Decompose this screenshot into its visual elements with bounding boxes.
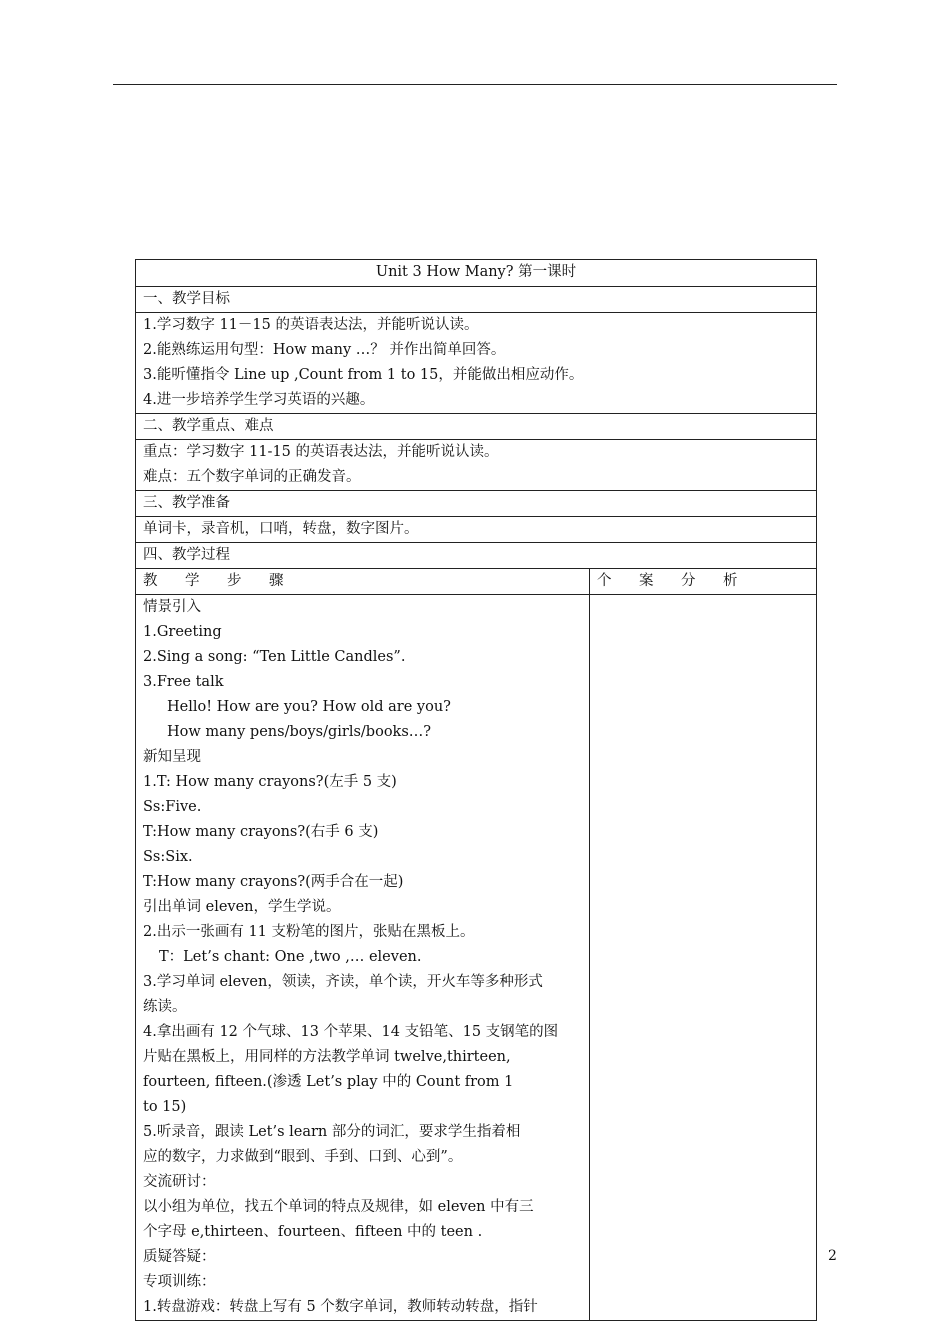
process-line: 交流研讨： (143, 1174, 216, 1190)
analysis-header-char: 个 (597, 573, 612, 589)
process-line: T:How many crayons?(右手 6 支) (143, 824, 379, 840)
process-line: 1.Greeting (143, 624, 222, 640)
analysis-header-char: 分 (681, 573, 696, 589)
lesson-title: Unit 3 How Many? 第一课时 (136, 260, 817, 287)
steps-header-char: 骤 (269, 573, 284, 589)
process-line: 情景引入 (143, 599, 201, 615)
analysis-header-char: 案 (639, 573, 654, 589)
process-line: 个字母 e,thirteen、fourteen、fifteen 中的 teen . (143, 1224, 483, 1240)
analysis-header-char: 析 (723, 573, 738, 589)
steps-header-char: 教 (143, 573, 158, 589)
process-line: Ss:Six. (143, 849, 193, 865)
goal-item: 3.能听懂指令 Line up ,Count from 1 to 15，并能做出相应动作。 (143, 367, 584, 383)
goals-cell (136, 313, 817, 414)
goal-item: 2.能熟练运用句型：How many …？ 并作出简单回答。 (143, 342, 506, 358)
process-line: 3.Free talk (143, 674, 224, 690)
steps-column-header (136, 569, 590, 595)
process-line: 1.T: How many crayons?(左手 5 支) (143, 774, 397, 790)
steps-header-char: 步 (227, 573, 242, 589)
process-line: 以小组为单位，找五个单词的特点及规律，如 eleven 中有三 (143, 1199, 534, 1215)
key-points-heading: 二、教学重点、难点 (136, 414, 817, 440)
process-line: 片贴在黑板上，用同样的方法教学单词 twelve,thirteen, (143, 1049, 511, 1065)
process-line: 5.听录音，跟读 Let’s learn 部分的词汇，要求学生指着相 (143, 1124, 521, 1140)
process-line: T：Let’s chant: One ,two ,… eleven. (159, 949, 422, 965)
goals-heading: 一、教学目标 (136, 287, 817, 313)
process-line: 新知呈现 (143, 749, 201, 765)
process-line: 2.Sing a song: “Ten Little Candles”. (143, 649, 406, 665)
process-line: T:How many crayons?(两手合在一起) (143, 874, 404, 890)
process-line: Hello! How are you? How old are you? (167, 699, 451, 715)
process-line: 练读。 (143, 999, 187, 1015)
process-line: 引出单词 eleven，学生学说。 (143, 899, 341, 915)
analysis-column-header (590, 569, 817, 595)
process-line: 4.拿出画有 12 个气球、13 个苹果、14 支铅笔、15 支钢笔的图 (143, 1024, 559, 1040)
process-line: 质疑答疑： (143, 1249, 216, 1265)
preparation-text: 单词卡，录音机，口哨，转盘，数字图片。 (136, 517, 817, 543)
goal-item: 4.进一步培养学生学习英语的兴趣。 (143, 392, 375, 408)
goal-item: 1.学习数字 11－15 的英语表达法，并能听说认读。 (143, 317, 479, 333)
process-line: 2.出示一张画有 11 支粉笔的图片，张贴在黑板上。 (143, 924, 475, 940)
header-rule (113, 84, 837, 85)
process-line: to 15) (143, 1099, 187, 1115)
process-line: fourteen, fifteen.(渗透 Let’s play 中的 Count from 1 (143, 1074, 514, 1090)
key-point-item: 重点：学习数字 11-15 的英语表达法，并能听说认读。 (143, 444, 499, 460)
process-line: 专项训练： (143, 1274, 216, 1290)
difficult-point-item: 难点：五个数字单词的正确发音。 (143, 469, 361, 485)
page-number: 2 (828, 1248, 837, 1264)
process-heading: 四、教学过程 (136, 543, 817, 569)
process-steps-cell (136, 595, 590, 1321)
process-line: 3.学习单词 eleven，领读，齐读，单个读，开火车等多种形式 (143, 974, 543, 990)
process-line: 应的数字，力求做到“眼到、手到、口到、心到”。 (143, 1149, 463, 1165)
process-line: 1.转盘游戏：转盘上写有 5 个数字单词，教师转动转盘，指针 (143, 1299, 538, 1315)
lesson-plan-table (135, 259, 817, 1321)
key-points-cell (136, 440, 817, 491)
steps-header-char: 学 (185, 573, 200, 589)
case-analysis-cell (590, 595, 817, 1321)
process-line: Ss:Five. (143, 799, 202, 815)
preparation-heading: 三、教学准备 (136, 491, 817, 517)
process-line: How many pens/boys/girls/books…? (167, 724, 432, 740)
